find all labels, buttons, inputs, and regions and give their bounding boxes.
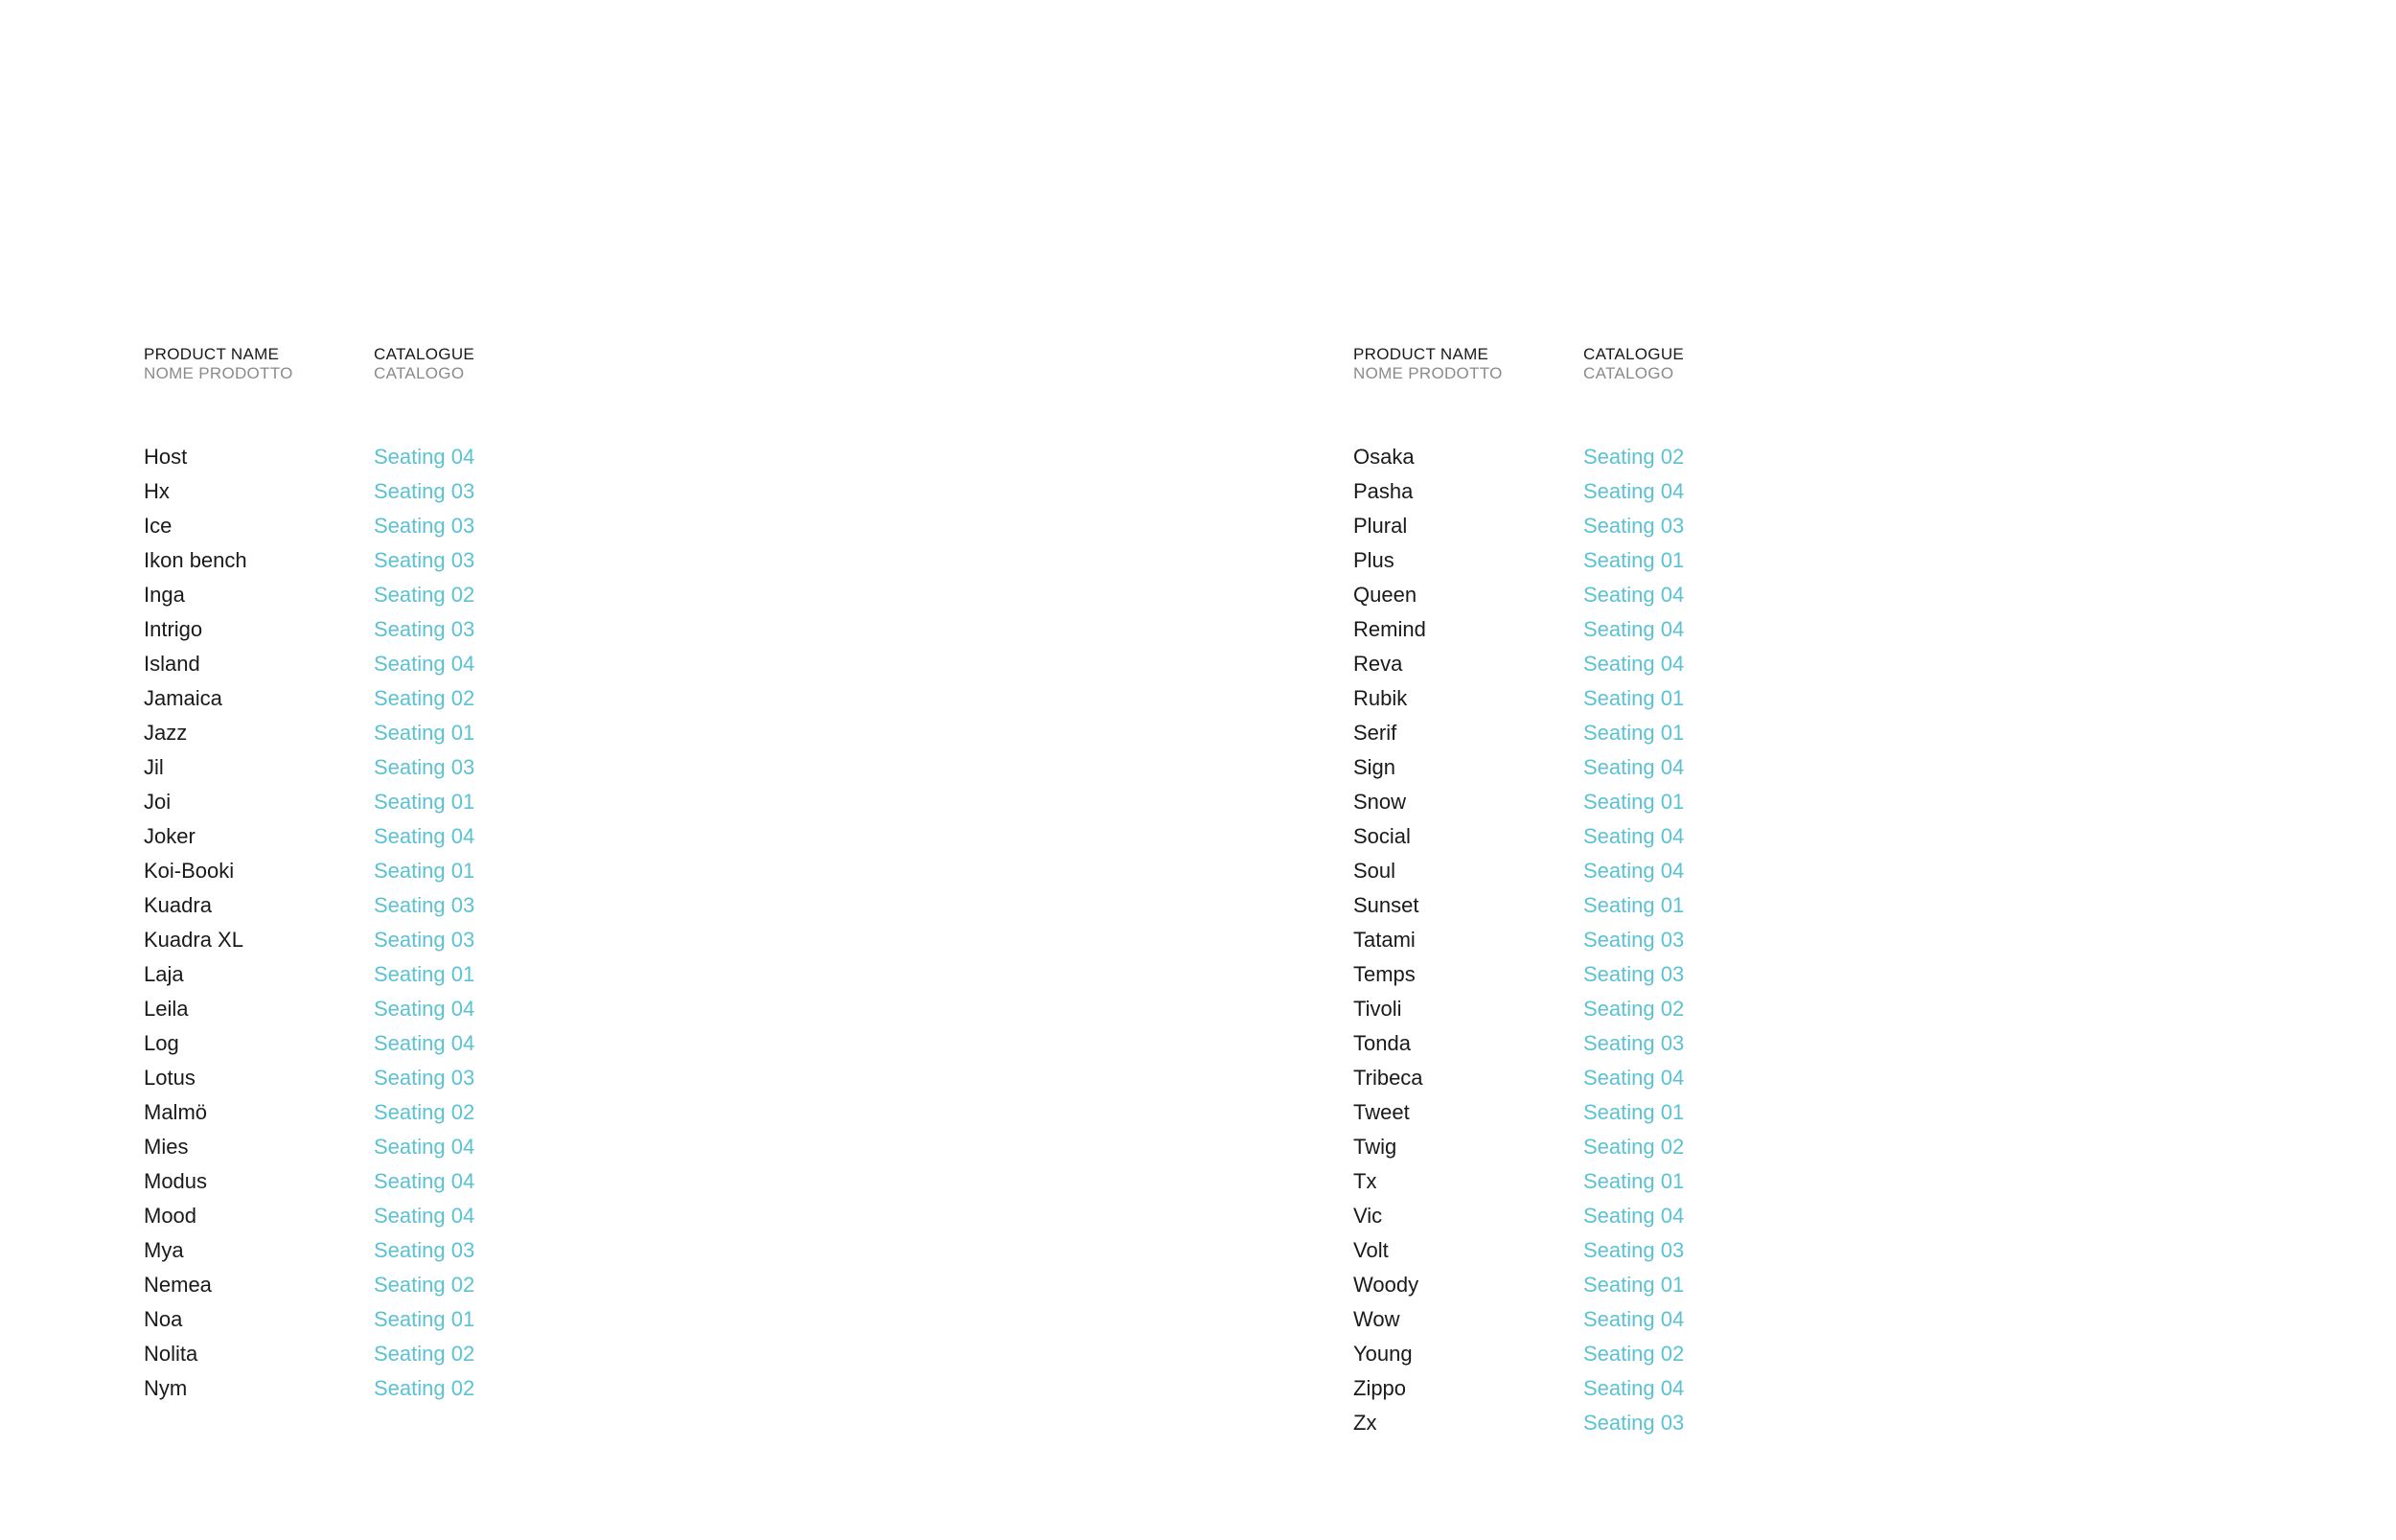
product-name: Sunset xyxy=(1353,893,1419,917)
table-header xyxy=(1353,345,1928,402)
product-name: Nemea xyxy=(144,1273,212,1297)
catalogue-link[interactable]: Seating 02 xyxy=(1583,1342,1685,1366)
catalogue-header xyxy=(1583,345,1684,383)
product-name: Twig xyxy=(1353,1135,1397,1159)
table-row xyxy=(1353,1030,1928,1065)
catalogue-link[interactable]: Seating 01 xyxy=(1583,686,1685,710)
product-name: Mies xyxy=(144,1135,189,1159)
table-row xyxy=(1353,1410,1928,1444)
catalogue-link[interactable]: Seating 04 xyxy=(374,652,475,676)
table-row xyxy=(144,1099,719,1134)
catalogue-link[interactable]: Seating 01 xyxy=(1583,721,1685,745)
product-name: Host xyxy=(144,445,188,469)
catalogue-link[interactable]: Seating 01 xyxy=(1583,548,1685,572)
product-name: Temps xyxy=(1353,962,1416,986)
product-name: Pasha xyxy=(1353,479,1414,503)
product-name: Tribeca xyxy=(1353,1066,1423,1090)
product-name: Woody xyxy=(1353,1273,1419,1297)
catalogue-link[interactable]: Seating 03 xyxy=(1583,514,1685,538)
table-row xyxy=(144,1134,719,1168)
catalogue-header-en: CATALOGUE xyxy=(1583,345,1685,363)
table-row xyxy=(1353,1306,1928,1341)
catalogue-link[interactable]: Seating 04 xyxy=(374,997,475,1021)
product-name-header xyxy=(144,345,293,383)
table-row xyxy=(1353,651,1928,685)
table-row xyxy=(1353,720,1928,754)
catalogue-link[interactable]: Seating 04 xyxy=(374,1135,475,1159)
catalogue-link[interactable]: Seating 01 xyxy=(1583,1273,1685,1297)
product-name: Jil xyxy=(144,755,164,779)
table-row xyxy=(1353,1065,1928,1099)
product-name: Nym xyxy=(144,1376,188,1400)
product-name: Social xyxy=(1353,824,1411,848)
table-row xyxy=(144,582,719,616)
catalogue-header-it: CATALOGO xyxy=(374,364,465,382)
product-name: Young xyxy=(1353,1342,1413,1366)
product-name: Malmö xyxy=(144,1100,208,1124)
catalogue-link[interactable]: Seating 03 xyxy=(374,617,475,641)
table-row xyxy=(144,927,719,961)
catalogue-link[interactable]: Seating 01 xyxy=(374,859,475,883)
product-name: Modus xyxy=(144,1169,208,1193)
catalogue-link[interactable]: Seating 04 xyxy=(1583,617,1685,641)
product-name: Serif xyxy=(1353,721,1397,745)
table-row xyxy=(144,547,719,582)
catalogue-link[interactable]: Seating 04 xyxy=(1583,652,1685,676)
table-row xyxy=(1353,547,1928,582)
table-row xyxy=(1353,858,1928,892)
catalogue-link[interactable]: Seating 03 xyxy=(1583,1238,1685,1262)
product-name: Laja xyxy=(144,962,184,986)
table-row xyxy=(144,720,719,754)
catalogue-link[interactable]: Seating 01 xyxy=(1583,1100,1685,1124)
table-row xyxy=(144,789,719,823)
catalogue-link[interactable]: Seating 02 xyxy=(1583,997,1685,1021)
product-name: Intrigo xyxy=(144,617,203,641)
table-row xyxy=(144,616,719,651)
product-name: Inga xyxy=(144,583,185,607)
table-row xyxy=(144,1272,719,1306)
catalogue-header-en: CATALOGUE xyxy=(374,345,475,363)
catalogue-link[interactable]: Seating 04 xyxy=(374,1031,475,1055)
catalogue-link[interactable]: Seating 03 xyxy=(1583,962,1685,986)
product-name: Queen xyxy=(1353,583,1417,607)
product-name: Volt xyxy=(1353,1238,1389,1262)
product-name: Tweet xyxy=(1353,1100,1410,1124)
catalogue-link[interactable]: Seating 02 xyxy=(374,583,475,607)
product-name: Mya xyxy=(144,1238,184,1262)
table-row xyxy=(144,892,719,927)
product-name: Kuadra xyxy=(144,893,212,917)
table-row xyxy=(144,1341,719,1375)
catalogue-link[interactable]: Seating 04 xyxy=(1583,583,1685,607)
catalogue-link[interactable]: Seating 04 xyxy=(1583,479,1685,503)
table-row xyxy=(1353,1168,1928,1203)
product-name: Rubik xyxy=(1353,686,1408,710)
table-row xyxy=(144,1030,719,1065)
table-row xyxy=(1353,1203,1928,1237)
catalogue-link[interactable]: Seating 04 xyxy=(374,1204,475,1228)
table-row xyxy=(144,478,719,513)
product-index-left xyxy=(144,345,719,1400)
catalogue-link[interactable]: Seating 04 xyxy=(1583,1066,1685,1090)
product-name-header-it: NOME PRODOTTO xyxy=(1353,364,1503,382)
catalogue-link[interactable]: Seating 03 xyxy=(1583,1411,1685,1435)
table-row xyxy=(144,996,719,1030)
table-header xyxy=(144,345,719,402)
catalogue-link[interactable]: Seating 02 xyxy=(374,1100,475,1124)
product-name: Plus xyxy=(1353,548,1394,572)
catalogue-link[interactable]: Seating 03 xyxy=(374,928,475,952)
product-name-header-en: PRODUCT NAME xyxy=(1353,345,1489,363)
product-name: Kuadra XL xyxy=(144,928,243,952)
catalogue-header-it: CATALOGO xyxy=(1583,364,1674,382)
product-name: Lotus xyxy=(144,1066,196,1090)
catalogue-link[interactable]: Seating 01 xyxy=(1583,1169,1685,1193)
table-row xyxy=(144,823,719,858)
product-name: Joi xyxy=(144,790,172,814)
catalogue-link[interactable]: Seating 01 xyxy=(374,721,475,745)
table-row xyxy=(144,1168,719,1203)
table-row xyxy=(144,1203,719,1237)
product-name: Jazz xyxy=(144,721,188,745)
product-name: Island xyxy=(144,652,200,676)
catalogue-link[interactable]: Seating 04 xyxy=(1583,1376,1685,1400)
table-row xyxy=(1353,1134,1928,1168)
table-row xyxy=(1353,1272,1928,1306)
table-row xyxy=(1353,478,1928,513)
catalogue-link[interactable]: Seating 02 xyxy=(374,1273,475,1297)
catalogue-link[interactable]: Seating 01 xyxy=(374,790,475,814)
catalogue-link[interactable]: Seating 03 xyxy=(374,1238,475,1262)
table-row xyxy=(1353,1375,1928,1410)
product-name: Tivoli xyxy=(1353,997,1402,1021)
catalogue-link[interactable]: Seating 03 xyxy=(374,514,475,538)
table-row xyxy=(144,1065,719,1099)
product-name: Noa xyxy=(144,1307,183,1331)
product-name: Plural xyxy=(1353,514,1408,538)
table-row xyxy=(144,513,719,547)
catalogue-link[interactable]: Seating 03 xyxy=(1583,928,1685,952)
product-name: Hx xyxy=(144,479,170,503)
table-row xyxy=(1353,961,1928,996)
product-list-right xyxy=(1353,444,1928,1444)
table-row xyxy=(1353,823,1928,858)
product-name: Mood xyxy=(144,1204,197,1228)
table-row xyxy=(1353,1341,1928,1375)
product-name: Wow xyxy=(1353,1307,1400,1331)
product-name: Ice xyxy=(144,514,173,538)
table-row xyxy=(144,1306,719,1341)
table-row xyxy=(144,444,719,478)
product-list-left xyxy=(144,444,719,1410)
catalogue-link[interactable]: Seating 04 xyxy=(1583,1204,1685,1228)
table-row xyxy=(1353,616,1928,651)
product-name: Tatami xyxy=(1353,928,1416,952)
catalogue-link[interactable]: Seating 03 xyxy=(1583,1031,1685,1055)
product-name: Zx xyxy=(1353,1411,1377,1435)
table-row xyxy=(1353,927,1928,961)
product-name: Sign xyxy=(1353,755,1396,779)
product-name: Remind xyxy=(1353,617,1426,641)
catalogue-link[interactable]: Seating 04 xyxy=(1583,859,1685,883)
catalogue-link[interactable]: Seating 03 xyxy=(374,479,475,503)
table-row xyxy=(1353,1237,1928,1272)
table-row xyxy=(1353,444,1928,478)
product-name: Log xyxy=(144,1031,179,1055)
product-index-right xyxy=(1353,345,1928,1435)
catalogue-link[interactable]: Seating 02 xyxy=(374,686,475,710)
product-name: Zippo xyxy=(1353,1376,1407,1400)
table-row xyxy=(144,754,719,789)
table-row xyxy=(1353,685,1928,720)
catalogue-link[interactable]: Seating 04 xyxy=(374,1169,475,1193)
catalogue-link[interactable]: Seating 04 xyxy=(374,824,475,848)
product-name: Leila xyxy=(144,997,189,1021)
catalogue-link[interactable]: Seating 03 xyxy=(374,893,475,917)
table-row xyxy=(1353,754,1928,789)
table-row xyxy=(144,1375,719,1410)
table-row xyxy=(1353,892,1928,927)
catalogue-header xyxy=(374,345,474,383)
product-name: Joker xyxy=(144,824,196,848)
catalogue-link[interactable]: Seating 04 xyxy=(374,445,475,469)
table-row xyxy=(1353,513,1928,547)
catalogue-link[interactable]: Seating 01 xyxy=(1583,893,1685,917)
table-row xyxy=(1353,996,1928,1030)
product-name-header-en: PRODUCT NAME xyxy=(144,345,280,363)
product-name: Tonda xyxy=(1353,1031,1411,1055)
product-name: Reva xyxy=(1353,652,1403,676)
catalogue-link[interactable]: Seating 02 xyxy=(1583,445,1685,469)
catalogue-link[interactable]: Seating 04 xyxy=(1583,1307,1685,1331)
table-row xyxy=(144,858,719,892)
table-row xyxy=(1353,1099,1928,1134)
product-name: Koi-Booki xyxy=(144,859,235,883)
product-name-header-it: NOME PRODOTTO xyxy=(144,364,293,382)
table-row xyxy=(144,651,719,685)
catalogue-link[interactable]: Seating 04 xyxy=(1583,755,1685,779)
table-row xyxy=(1353,582,1928,616)
catalogue-link[interactable]: Seating 02 xyxy=(374,1342,475,1366)
product-name: Ikon bench xyxy=(144,548,247,572)
catalogue-link[interactable]: Seating 01 xyxy=(1583,790,1685,814)
table-row xyxy=(1353,789,1928,823)
table-row xyxy=(144,961,719,996)
table-row xyxy=(144,1237,719,1272)
catalogue-link[interactable]: Seating 03 xyxy=(374,1066,475,1090)
product-name: Snow xyxy=(1353,790,1407,814)
product-name: Osaka xyxy=(1353,445,1415,469)
catalogue-link[interactable]: Seating 01 xyxy=(374,1307,475,1331)
product-name: Nolita xyxy=(144,1342,198,1366)
product-name: Vic xyxy=(1353,1204,1383,1228)
table-row xyxy=(144,685,719,720)
catalogue-link[interactable]: Seating 04 xyxy=(1583,824,1685,848)
catalogue-link[interactable]: Seating 02 xyxy=(1583,1135,1685,1159)
catalogue-link[interactable]: Seating 01 xyxy=(374,962,475,986)
product-name: Jamaica xyxy=(144,686,222,710)
catalogue-link[interactable]: Seating 03 xyxy=(374,755,475,779)
catalogue-link[interactable]: Seating 02 xyxy=(374,1376,475,1400)
product-name-header xyxy=(1353,345,1503,383)
catalogue-link[interactable]: Seating 03 xyxy=(374,548,475,572)
product-name: Soul xyxy=(1353,859,1396,883)
product-name: Tx xyxy=(1353,1169,1377,1193)
